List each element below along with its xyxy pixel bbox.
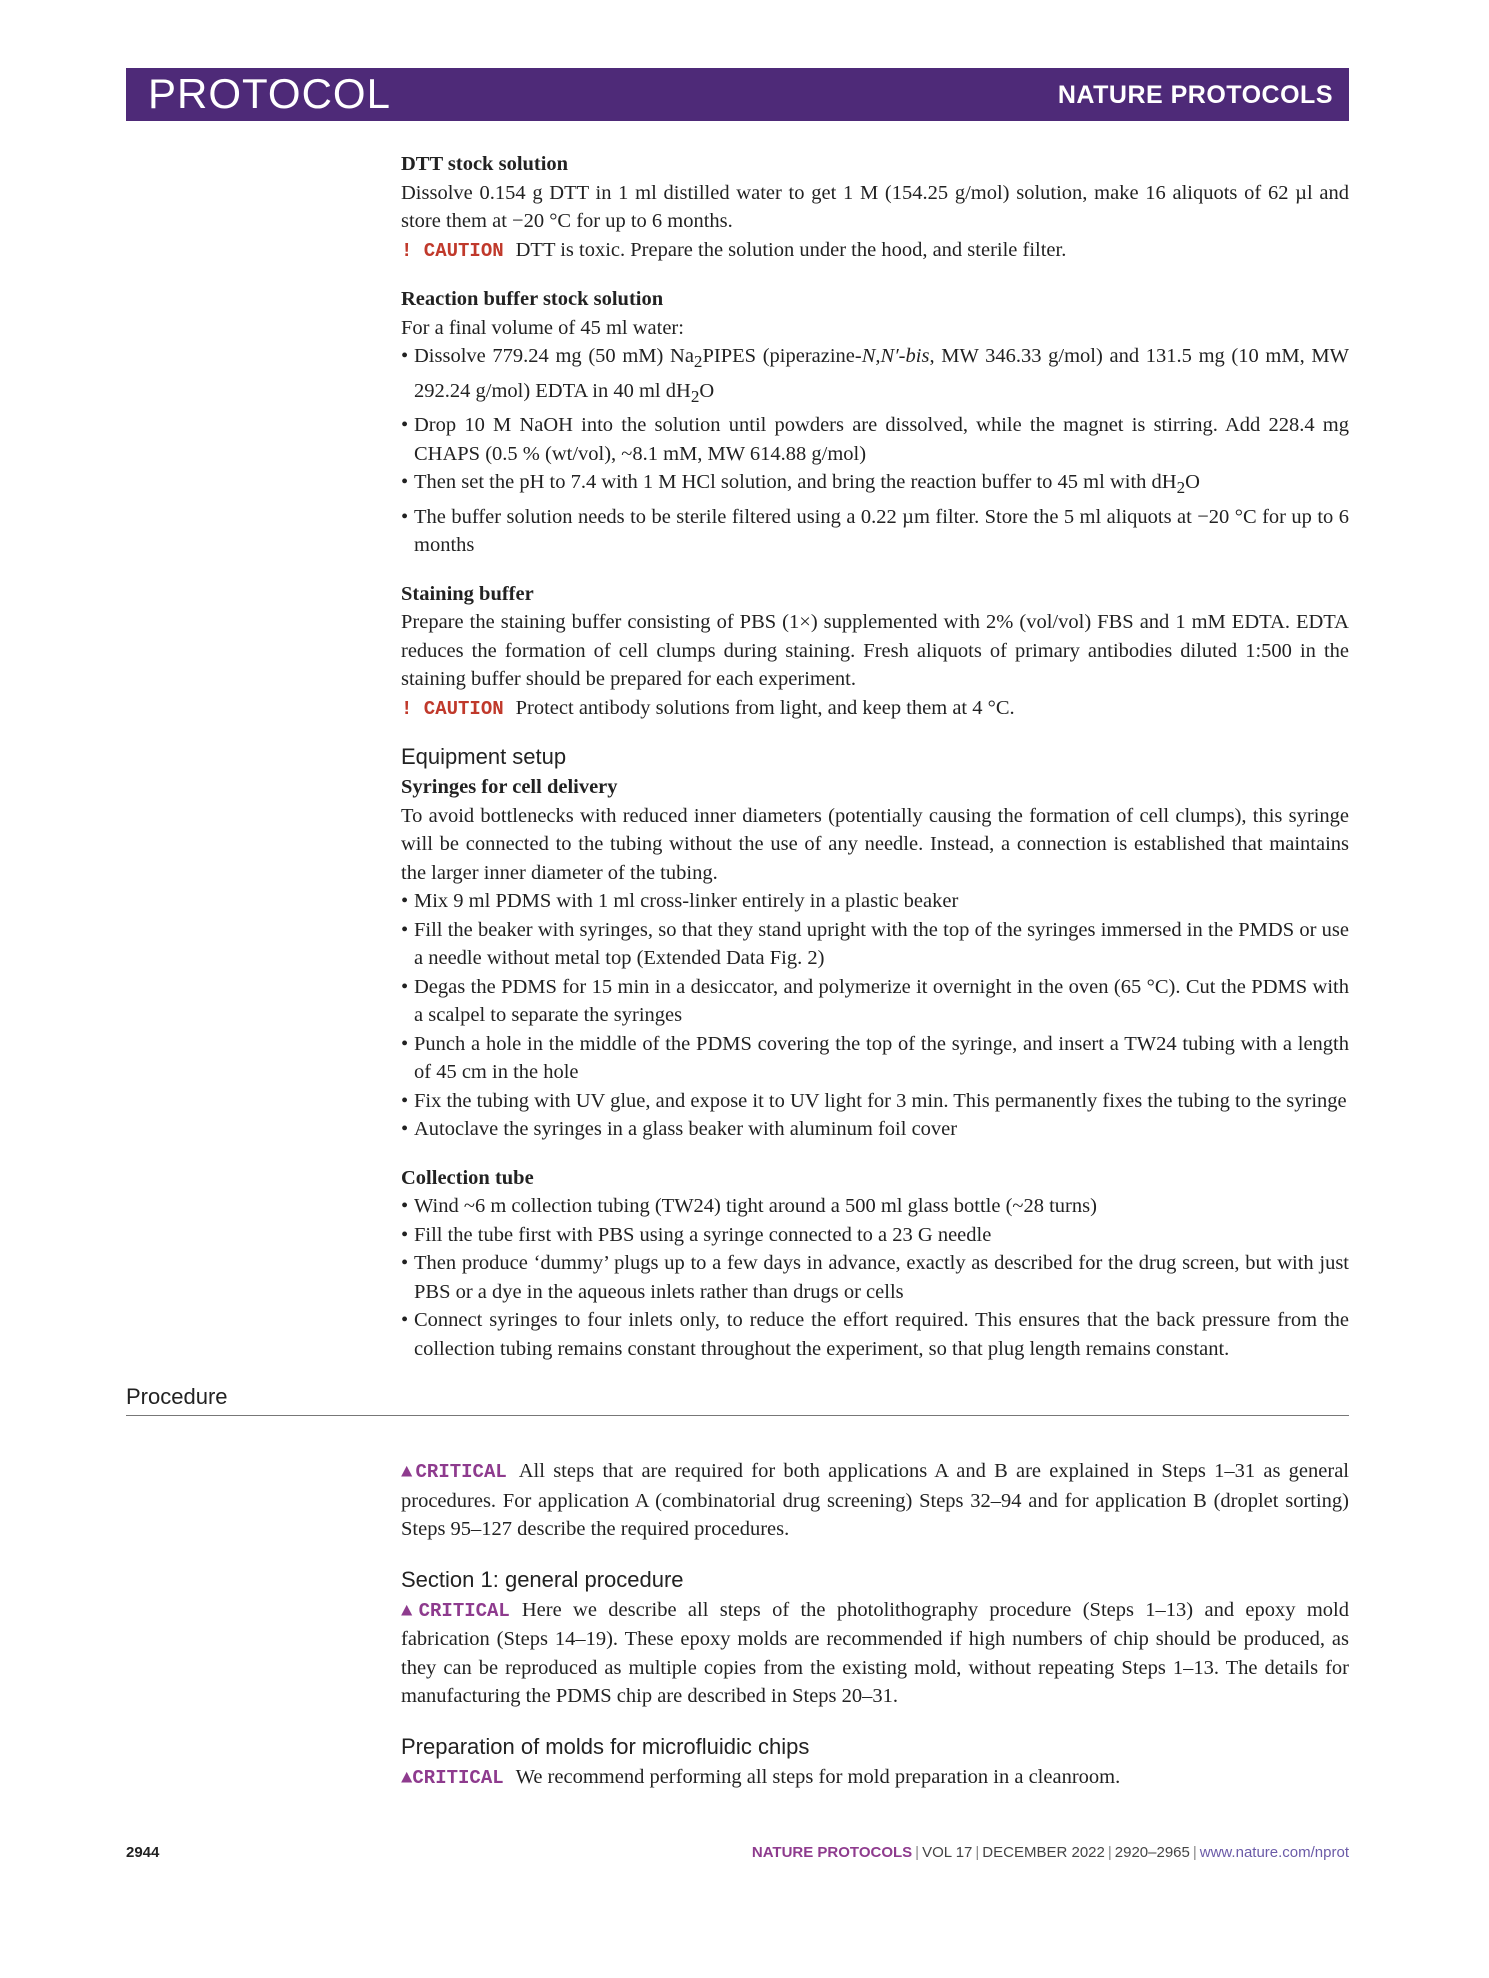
dtt-caution [401,236,1349,266]
list-item: • Fix the tubing with UV glue, and expose it to UV light for 3 min. This permanently fixes the tubing to the syringe [401,1087,1349,1116]
dtt-section [401,150,1349,265]
molds-section [401,1731,1349,1793]
list-item: • Wind ~6 m collection tubing (TW24) tight around a 500 ml glass bottle (~28 turns) [401,1192,1349,1221]
critical-label: ▲CRITICAL [401,1599,510,1622]
critical-note [401,1457,1349,1544]
caution-text: Protect antibody solutions from light, and keep them at 4 °C. [515,696,1015,719]
caution-label: ! CAUTION [401,239,504,262]
collection-heading: Collection tube [401,1166,534,1189]
materials-content [401,150,1349,1363]
procedure-content [401,1457,1349,1792]
staining-heading: Staining buffer [401,582,534,605]
footer-date: DECEMBER 2022 [982,1844,1105,1861]
list-item: • Mix 9 ml PDMS with 1 ml cross-linker entirely in a plastic beaker [401,887,1349,916]
footer-volume: VOL 17 [922,1844,973,1861]
header-banner [126,68,1349,121]
footer-citation: NATURE PROTOCOLS | VOL 17 | DECEMBER 2022 | 2920–2965 | www.nature.com/nprot [751,1844,1349,1861]
footer-journal: NATURE PROTOCOLS [751,1844,913,1861]
page-number: 2944 [126,1844,160,1861]
critical-text: All steps that are required for both applications A and B are explained in Steps 1–31 as general procedures. For application A (combinatorial drug screening) Steps 32–94 and for application B (droplet sorting) Steps 95–127 describe the required procedures. [401,1460,1349,1540]
section-label: PROTOCOL [148,70,391,117]
staining-text: Prepare the staining buffer consisting of PBS (1×) supplemented with 2% (vol/vol) FBS and 1 mM EDTA. EDTA reduces the formation of cell clumps during staining. Fresh aliquots of primary antibodies diluted 1:500 in the staining buffer should be prepared for each experiment. [401,611,1349,691]
list-item: • Dissolve 779.24 mg (50 mM) $Na_2PIPES$ (piperazine-N,N′-bis, MW 346.33 g/mol) and 131.5 mg (10 mM, MW 292.24 g/mol) EDTA in 40 ml $dH_2O$ [401,342,1349,411]
dtt-heading: DTT stock solution [401,153,569,175]
list-item: • Punch a hole in the middle of the PDMS covering the top of the syringe, and insert a TW24 tubing with a length of 45 cm in the hole [401,1030,1349,1087]
list-item: • Autoclave the syringes in a glass beaker with aluminum foil cover [401,1115,1349,1144]
syringes-heading: Syringes for cell delivery [401,776,618,799]
staining-caution [401,694,1349,724]
section1 [401,1564,1349,1711]
caution-label: ! CAUTION [401,697,504,720]
footer-pages: 2920–2965 [1114,1844,1190,1861]
reaction-buffer-section [401,285,1349,560]
syringes-text: To avoid bottlenecks with reduced inner diameters (potentially causing the formation of cell clumps), this syringe will be connected to the tubing without the use of any needle. Instead, a connection is established that maintains the larger inner diameter of the tubing. [401,804,1349,884]
molds-heading: Preparation of molds for microfluidic chips [401,1733,810,1759]
caution-text: DTT is toxic. Prepare the solution under the hood, and sterile filter. [515,238,1067,261]
journal-label: NATURE PROTOCOLS [1057,81,1333,109]
list-item: • Drop 10 M NaOH into the solution until powders are dissolved, while the magnet is stirring. Add 228.4 mg CHAPS (0.5 % (wt/vol), ~8.1 mM, MW 614.88 g/mol) [401,411,1349,468]
staining-section [401,580,1349,724]
critical-label: ▲CRITICAL [401,1461,507,1483]
divider [126,1415,1349,1416]
critical-note [401,1763,1349,1793]
reaction-heading: Reaction buffer stock solution [401,288,664,310]
list-item: • Fill the beaker with syringes, so that they stand upright with the top of the syringes immersed in the PMDS or use a needle without metal top (Extended Data Fig. 2) [401,916,1349,973]
critical-text: Here we describe all steps of the photolithography procedure (Steps 1–13) and epoxy mold fabrication (Steps 14–19). These epoxy molds are recommended if high numbers of chip should be produced, as they can be reproduced as multiple copies from the existing mold, without repeating Steps 1–13. The details for manufacturing the PDMS chip are described in Steps 20–31. [401,1598,1349,1707]
critical-label: ▲CRITICAL [401,1766,504,1789]
collection-tube-section [401,1164,1349,1364]
section1-heading: Section 1: general procedure [401,1566,684,1592]
list-item: • The buffer solution needs to be sterile filtered using a 0.22 µm filter. Store the 5 ml aliquots at −20 °C for up to 6 months [401,503,1349,560]
dtt-text: Dissolve 0.154 g DTT in 1 ml distilled water to get 1 M (154.25 g/mol) solution, make 16 aliquots of 62 µl and store them at −20 °C for up to 6 months. [401,181,1349,232]
footer-url[interactable]: www.nature.com/nprot [1199,1844,1349,1861]
list-item: • Connect syringes to four inlets only, to reduce the effort required. This ensures that the back pressure from the collection tubing remains constant throughout the experiment, so that plug length remains constant. [401,1306,1349,1363]
list-item: • Fill the tube first with PBS using a syringe connected to a 23 G needle [401,1221,1349,1250]
critical-note [401,1596,1349,1711]
list-item: • Then produce ‘dummy’ plugs up to a few days in advance, exactly as described for the drug screen, but with just PBS or a dye in the aqueous inlets rather than drugs or cells [401,1249,1349,1306]
reaction-intro: For a final volume of 45 ml water: [401,316,684,339]
equipment-section [401,741,1349,1363]
equipment-heading: Equipment setup [401,744,567,770]
list-item: • Then set the pH to 7.4 with 1 M HCl solution, and bring the reaction buffer to 45 ml with $dH_2O$ [401,468,1349,503]
critical-text: We recommend performing all steps for mold preparation in a cleanroom. [515,1765,1121,1788]
procedure-heading: Procedure [126,1384,228,1409]
list-item: • Degas the PDMS for 15 min in a desiccator, and polymerize it overnight in the oven (65 °C). Cut the PDMS with a scalpel to separate the syringes [401,973,1349,1030]
